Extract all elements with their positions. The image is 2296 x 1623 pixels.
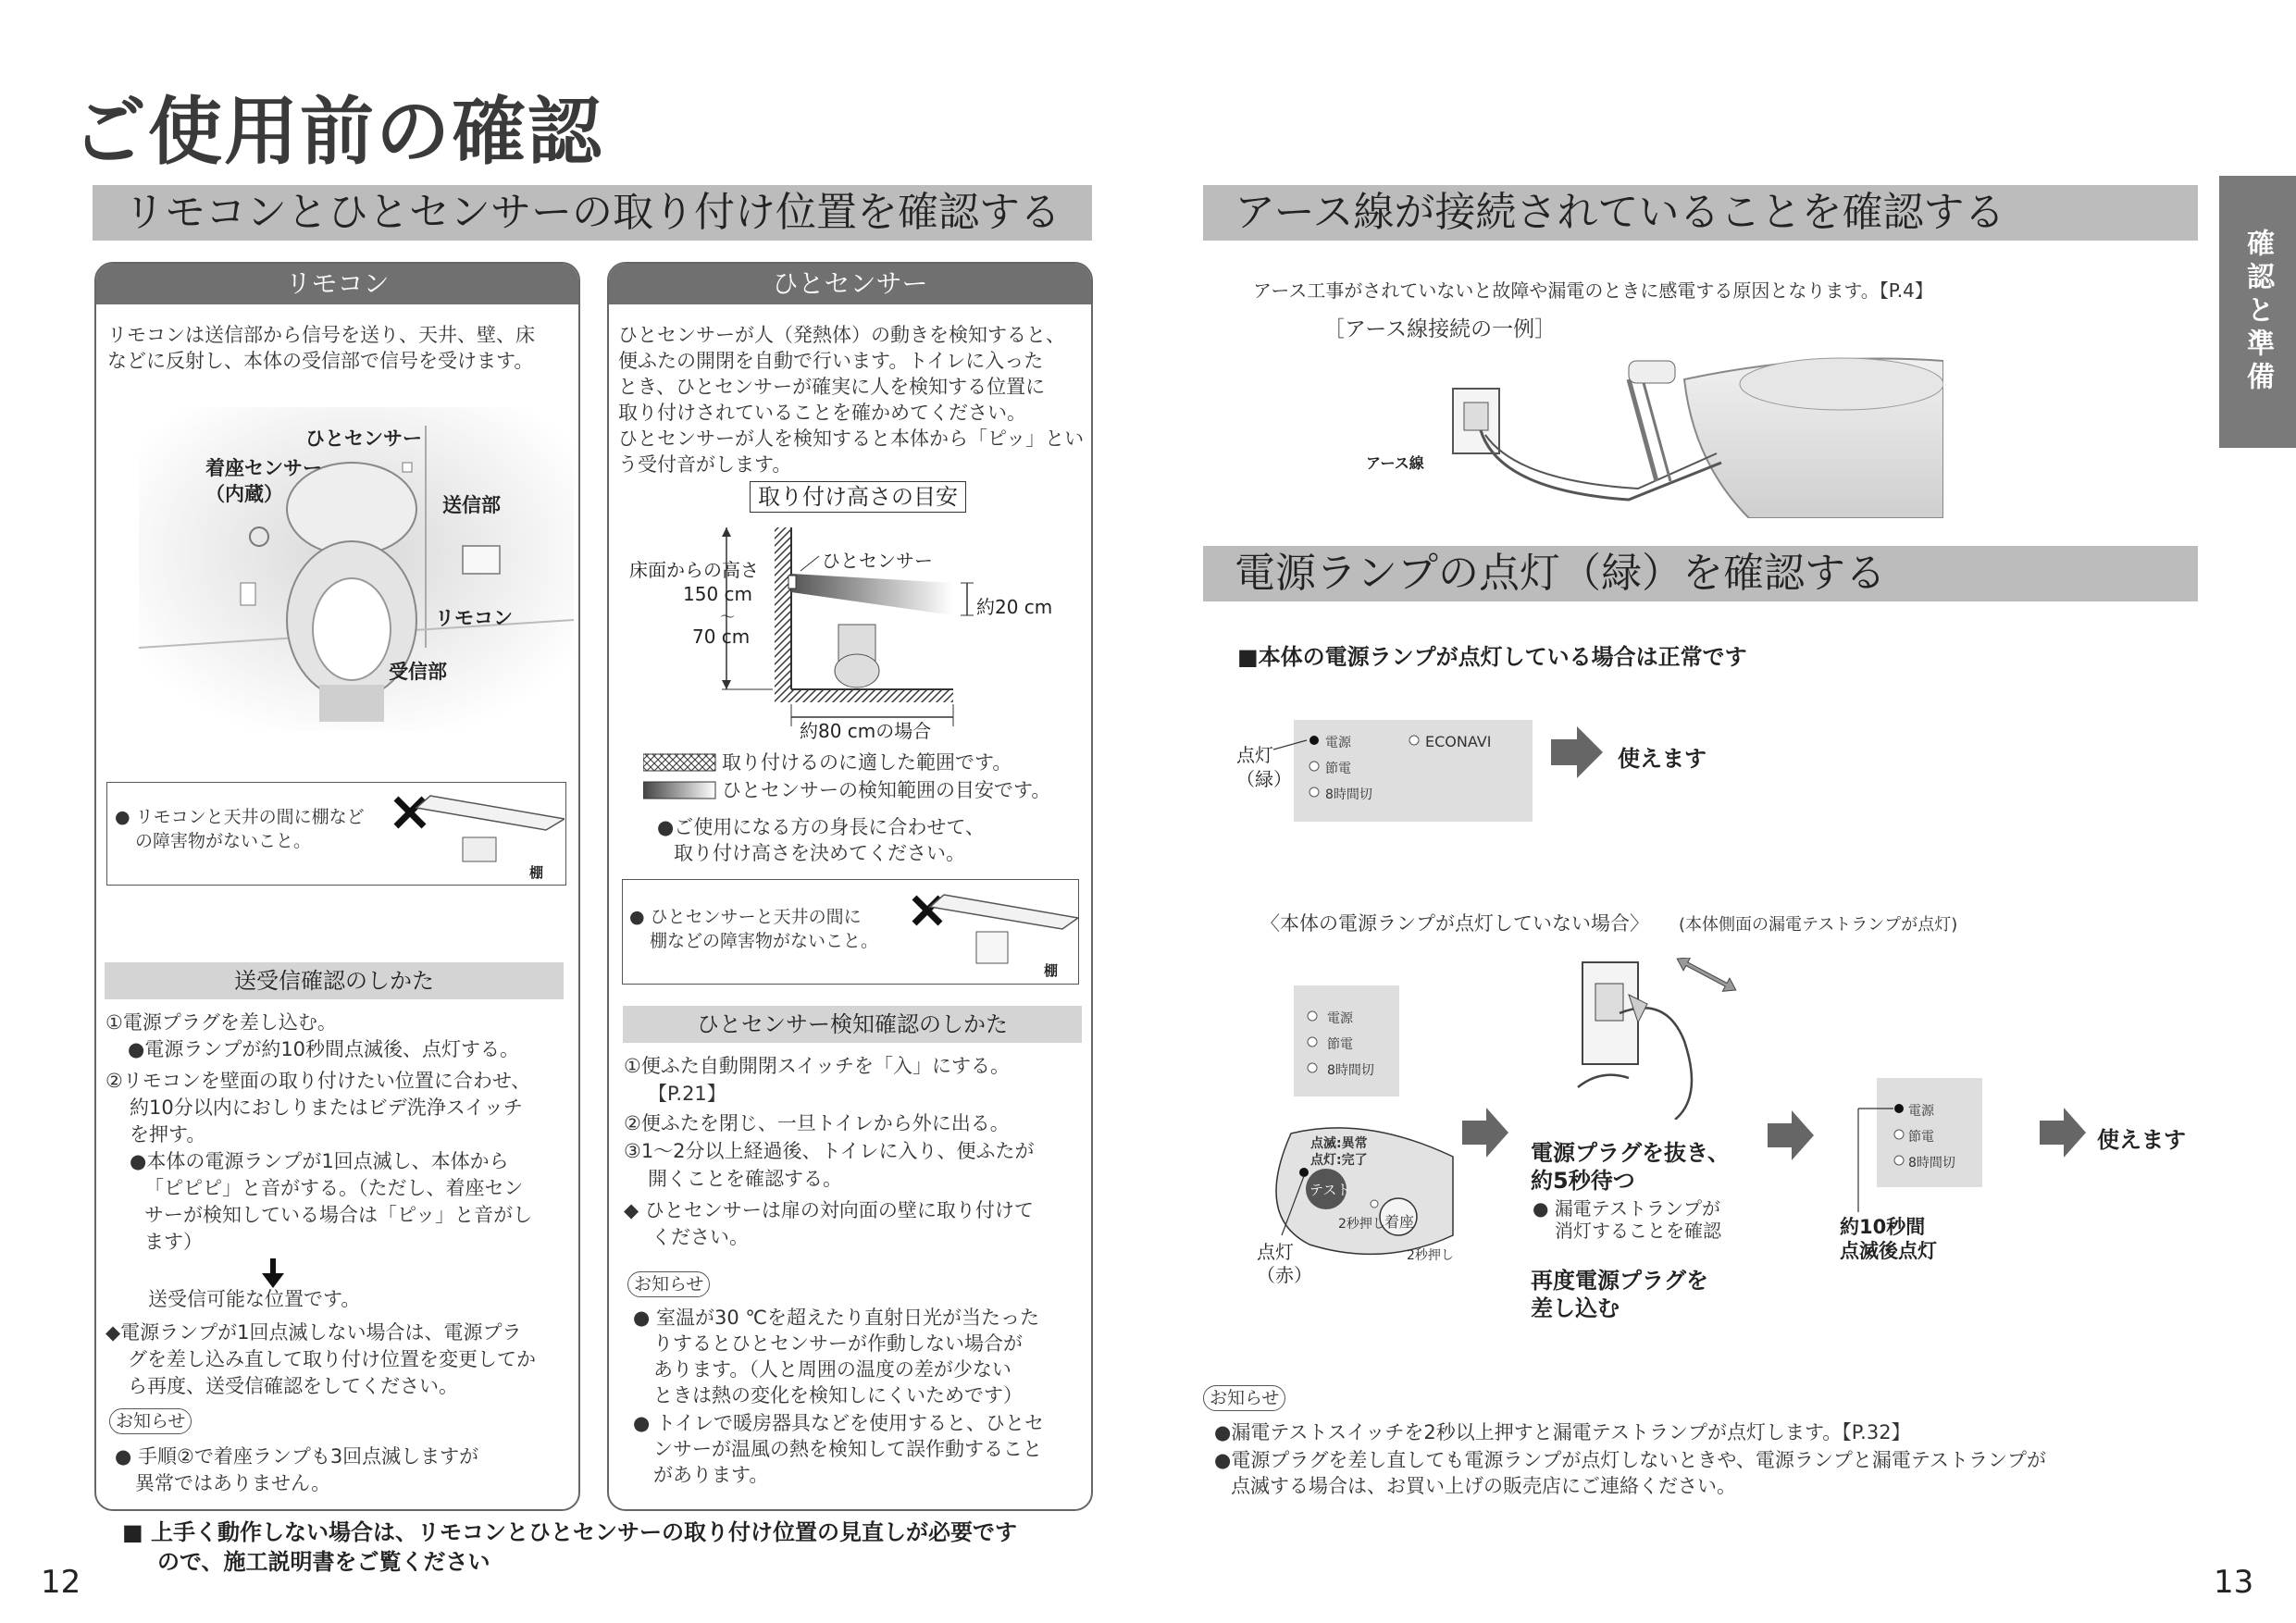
unplug-note-1: ● 漏電テストランプが [1533, 1197, 1721, 1220]
remocon-step-6: ●本体の電源ランプが1回点滅し、本体から [130, 1150, 509, 1172]
usable-label-1: 使えます [1618, 746, 1706, 772]
right-notice-1: ●漏電テストスイッチを2秒以上押すと漏電テストランプが点灯します。【P.32】 [1214, 1421, 1911, 1443]
hito-notice-2: りするとひとセンサーが作動しない場合が [653, 1332, 1023, 1355]
height-150: 150 cm [683, 583, 753, 605]
hito-check-head: ひとセンサー検知確認のしかた [623, 1006, 1082, 1043]
hito-notice-6: ンサーが温風の熱を検知して誤作動すること [653, 1438, 1042, 1460]
legend-note-2: 取り付け高さを決めてください。 [674, 842, 965, 864]
legend-detect: ひとセンサーの検知範囲の目安です。 [722, 779, 1051, 801]
page-number-12: 12 [41, 1564, 81, 1601]
lit-green-2: （緑） [1236, 768, 1292, 790]
remocon-step-5: を押す。 [130, 1123, 206, 1146]
remocon-notice-2: 異常ではありません。 [135, 1472, 331, 1494]
hito-desc-2: 便ふたの開閉を自動で行います。トイレに入った [618, 350, 1044, 372]
lamp-setsuden-3: 節電 [1908, 1130, 1934, 1145]
soujushin-check-head: 送受信確認のしかた [105, 962, 564, 999]
remocon-step-8: サーが検知している場合は「ピッ」と音がし [144, 1204, 533, 1226]
remocon-warn-2: グを差し込み直して取り付け位置を変更してか [128, 1348, 536, 1370]
hito-notice-tag: お知らせ [627, 1271, 710, 1297]
right-notice-3: 点滅する場合は、お買い上げの販売店にご連絡ください。 [1231, 1475, 1736, 1497]
unplug-step-1: 電源プラグを抜き、 [1531, 1140, 1731, 1166]
label-remocon: リモコン [435, 607, 513, 629]
hito-step-6: ◆ ひとセンサーは扉の対向面の壁に取り付けて [624, 1199, 1034, 1221]
legend-note-1: ●ご使用になる方の身長に合わせて、 [657, 816, 985, 838]
lit-red-2: （赤） [1257, 1264, 1312, 1286]
lamp-8h-1: 8時間切 [1325, 787, 1372, 802]
blink-label-1: 約10秒間 [1840, 1216, 1926, 1238]
lamp-8h-3: 8時間切 [1908, 1156, 1955, 1171]
hito-notice-1: ● 室温が30 ℃を超えたり直射日光が当たった [633, 1307, 1039, 1329]
lit-red-1: 点灯 [1257, 1241, 1294, 1263]
shelf-label-1: 棚 [529, 864, 544, 881]
lamp-dengen-3: 電源 [1908, 1104, 1934, 1119]
push-2s-a: 2秒押し [1338, 1217, 1385, 1232]
label-chakuza-sensor: 着座センサー [205, 457, 322, 479]
unplug-step-2: 約5秒待つ [1531, 1168, 1635, 1194]
hito-step-4: ③1〜2分以上経過後、トイレに入り、便ふたが [624, 1140, 1035, 1162]
test-button[interactable]: テスト [1309, 1182, 1351, 1198]
remocon-warn-1: ◆電源ランプが1回点滅しない場合は、電源プラ [105, 1321, 522, 1344]
unplug-illustration [1564, 958, 1758, 1120]
test-label-lit: 点灯:完了 [1310, 1153, 1368, 1168]
arrow-right-icon-2 [1462, 1108, 1508, 1158]
label-chakuza-naizou: （内蔵） [205, 483, 283, 505]
arrow-right-icon-3 [1768, 1110, 1814, 1160]
hito-obstacle-2: 棚などの障害物がないこと。 [650, 931, 879, 951]
right-notice-tag: お知らせ [1203, 1385, 1285, 1411]
legend-range: 取り付けるのに適した範囲です。 [722, 751, 1012, 774]
footer-note-1: ■ 上手く動作しない場合は、リモコンとひとセンサーの取り付け位置の見直しが必要です [122, 1519, 1018, 1545]
lamp-panel-normal-lamps [1273, 731, 1542, 814]
econavi-label: ECONAVI [1425, 733, 1492, 750]
hito-notice-5: ● トイレで暖房器具などを使用すると、ひとセ [633, 1412, 1044, 1434]
height-guide-title: 取り付け高さの目安 [750, 481, 966, 513]
hito-notice-4: ときは熱の変化を検知しにくいためです） [653, 1384, 1023, 1406]
side-tab-kakunin[interactable]: 確認と準備 [2219, 176, 2296, 448]
down-arrow-icon [259, 1258, 287, 1290]
hito-step-1: ①便ふた自動開閉スイッチを「入」にする。 [624, 1055, 1010, 1077]
not-lit-head: 〈本体の電源ランプが点灯していない場合〉 [1260, 912, 1649, 935]
remocon-step-3: ②リモコンを壁面の取り付けたい位置に合わせ、 [105, 1070, 531, 1092]
lamp-panel-off-lamps [1303, 1009, 1322, 1083]
toilet-room-illustration [139, 407, 574, 731]
unplug-note-2: 消灯することを確認 [1555, 1220, 1721, 1242]
arrow-right-icon [1551, 726, 1603, 778]
remocon-notice-tag: お知らせ [109, 1408, 192, 1434]
remocon-step-4: 約10分以内におしりまたはビデ洗浄スイッチ [130, 1096, 523, 1119]
hito-notice-7: があります。 [653, 1464, 769, 1486]
label-jushinbu: 受信部 [389, 661, 447, 683]
replug-step-2: 差し込む [1531, 1295, 1620, 1321]
remocon-box-head: リモコン [96, 264, 578, 304]
hito-desc-6: う受付音がします。 [618, 453, 792, 476]
page-number-13: 13 [2214, 1564, 2254, 1601]
hito-desc-5: ひとセンサーが人を検知すると本体から「ピッ」とい [618, 427, 1085, 450]
lamp-panel-blink-lamps [1851, 1092, 1906, 1221]
sensor-label-diagram: ひとセンサー [822, 550, 933, 572]
remocon-obstacle-2: の障害物がないこと。 [135, 831, 312, 851]
lamp-dengen-2: 電源 [1327, 1011, 1353, 1026]
chakuza-button[interactable]: 着座 [1384, 1213, 1415, 1231]
lamp-8h-2: 8時間切 [1327, 1063, 1374, 1078]
lamp-dengen-1: 電源 [1325, 736, 1351, 750]
remocon-desc-2: などに反射し、本体の受信部で信号を受けます。 [107, 350, 534, 372]
replug-step-1: 再度電源プラグを [1531, 1268, 1708, 1294]
hito-notice-3: あります。（人と周囲の温度の差が少ない [653, 1358, 1011, 1381]
not-lit-sub: (本体側面の漏電テストランプが点灯) [1679, 915, 1958, 935]
hito-desc-4: 取り付けされていることを確かめてください。 [618, 402, 1026, 424]
earth-wire-illustration [1444, 352, 1943, 518]
hito-step-5: 開くことを確認する。 [648, 1168, 842, 1190]
label-hito-sensor: ひとセンサー [305, 427, 422, 450]
page-title: ご使用前の確認 [72, 89, 603, 175]
hito-desc-3: とき、ひとセンサーが確実に人を検知する位置に [618, 376, 1046, 398]
remocon-desc-1: リモコンは送信部から信号を送り、天井、壁、床 [107, 324, 535, 346]
hito-sensor-box-head: ひとセンサー [609, 264, 1091, 304]
section-title-earth: アース線が接続されていることを確認する [1203, 185, 2198, 241]
earth-wire-label: アース線 [1366, 454, 1424, 472]
normal-lamp-head: ■本体の電源ランプが点灯している場合は正常です [1237, 644, 1747, 670]
height-70: 70 cm [692, 626, 751, 648]
remocon-notice-1: ● 手順②で着座ランプも3回点滅しますが [115, 1445, 479, 1468]
right-notice-2: ●電源プラグを差し直しても電源ランプが点灯しないときや、電源ランプと漏電テストランプが [1214, 1449, 2047, 1471]
approx-80cm: 約80 cmの場合 [800, 720, 932, 742]
section-title-lamp: 電源ランプの点灯（緑）を確認する [1203, 546, 2198, 601]
remocon-step-2: ●電源ランプが約10秒間点滅後、点灯する。 [128, 1038, 520, 1060]
hito-obstacle-1: ● ひとセンサーと天井の間に [629, 907, 862, 927]
hito-desc-1: ひとセンサーが人（発熱体）の動きを検知すると、 [618, 324, 1065, 346]
remocon-step-9: ます） [144, 1231, 203, 1253]
remocon-result: 送受信可能な位置です。 [148, 1288, 361, 1310]
lit-green-1: 点灯 [1236, 744, 1273, 766]
lamp-setsuden-2: 節電 [1327, 1037, 1353, 1052]
remocon-warn-3: ら再度、送受信確認をしてください。 [128, 1375, 458, 1397]
earth-desc: アース工事がされていないと故障や漏電のときに感電する原因となります。【P.4】 [1253, 279, 1933, 302]
blink-label-2: 点滅後点灯 [1840, 1240, 1937, 1262]
hito-step-2: 【P.21】 [648, 1083, 726, 1105]
hito-step-7: ください。 [652, 1226, 749, 1248]
remocon-obstacle-1: ● リモコンと天井の間に棚など [115, 807, 365, 827]
floor-height-label: 床面からの高さ [629, 559, 759, 581]
shelf-label-2: 棚 [1044, 962, 1059, 979]
arrow-right-icon-4 [2040, 1108, 2086, 1158]
label-soushinbu: 送信部 [442, 494, 501, 516]
section-title-remocon-sensor: リモコンとひとセンサーの取り付け位置を確認する [93, 185, 1092, 241]
earth-example: ［アース線接続の一例］ [1323, 317, 1557, 341]
approx-20cm: 約20 cm [976, 596, 1053, 618]
remocon-step-7: 「ピピピ」と音がする。（ただし、着座セン [144, 1177, 524, 1199]
push-2s-b: 2秒押し [1407, 1248, 1454, 1263]
remocon-step-1: ①電源プラグを差し込む。 [105, 1011, 337, 1034]
hito-step-3: ②便ふたを閉じ、一旦トイレから外に出る。 [624, 1112, 1010, 1134]
legend-swatches [643, 752, 717, 808]
test-label-blink: 点滅:異常 [1310, 1136, 1368, 1151]
lamp-setsuden-1: 節電 [1325, 762, 1351, 776]
footer-note-2: ので、施工説明書をご覧ください [157, 1549, 490, 1575]
height-tilde: 〜 [720, 608, 736, 626]
usable-label-2: 使えます [2097, 1127, 2186, 1153]
